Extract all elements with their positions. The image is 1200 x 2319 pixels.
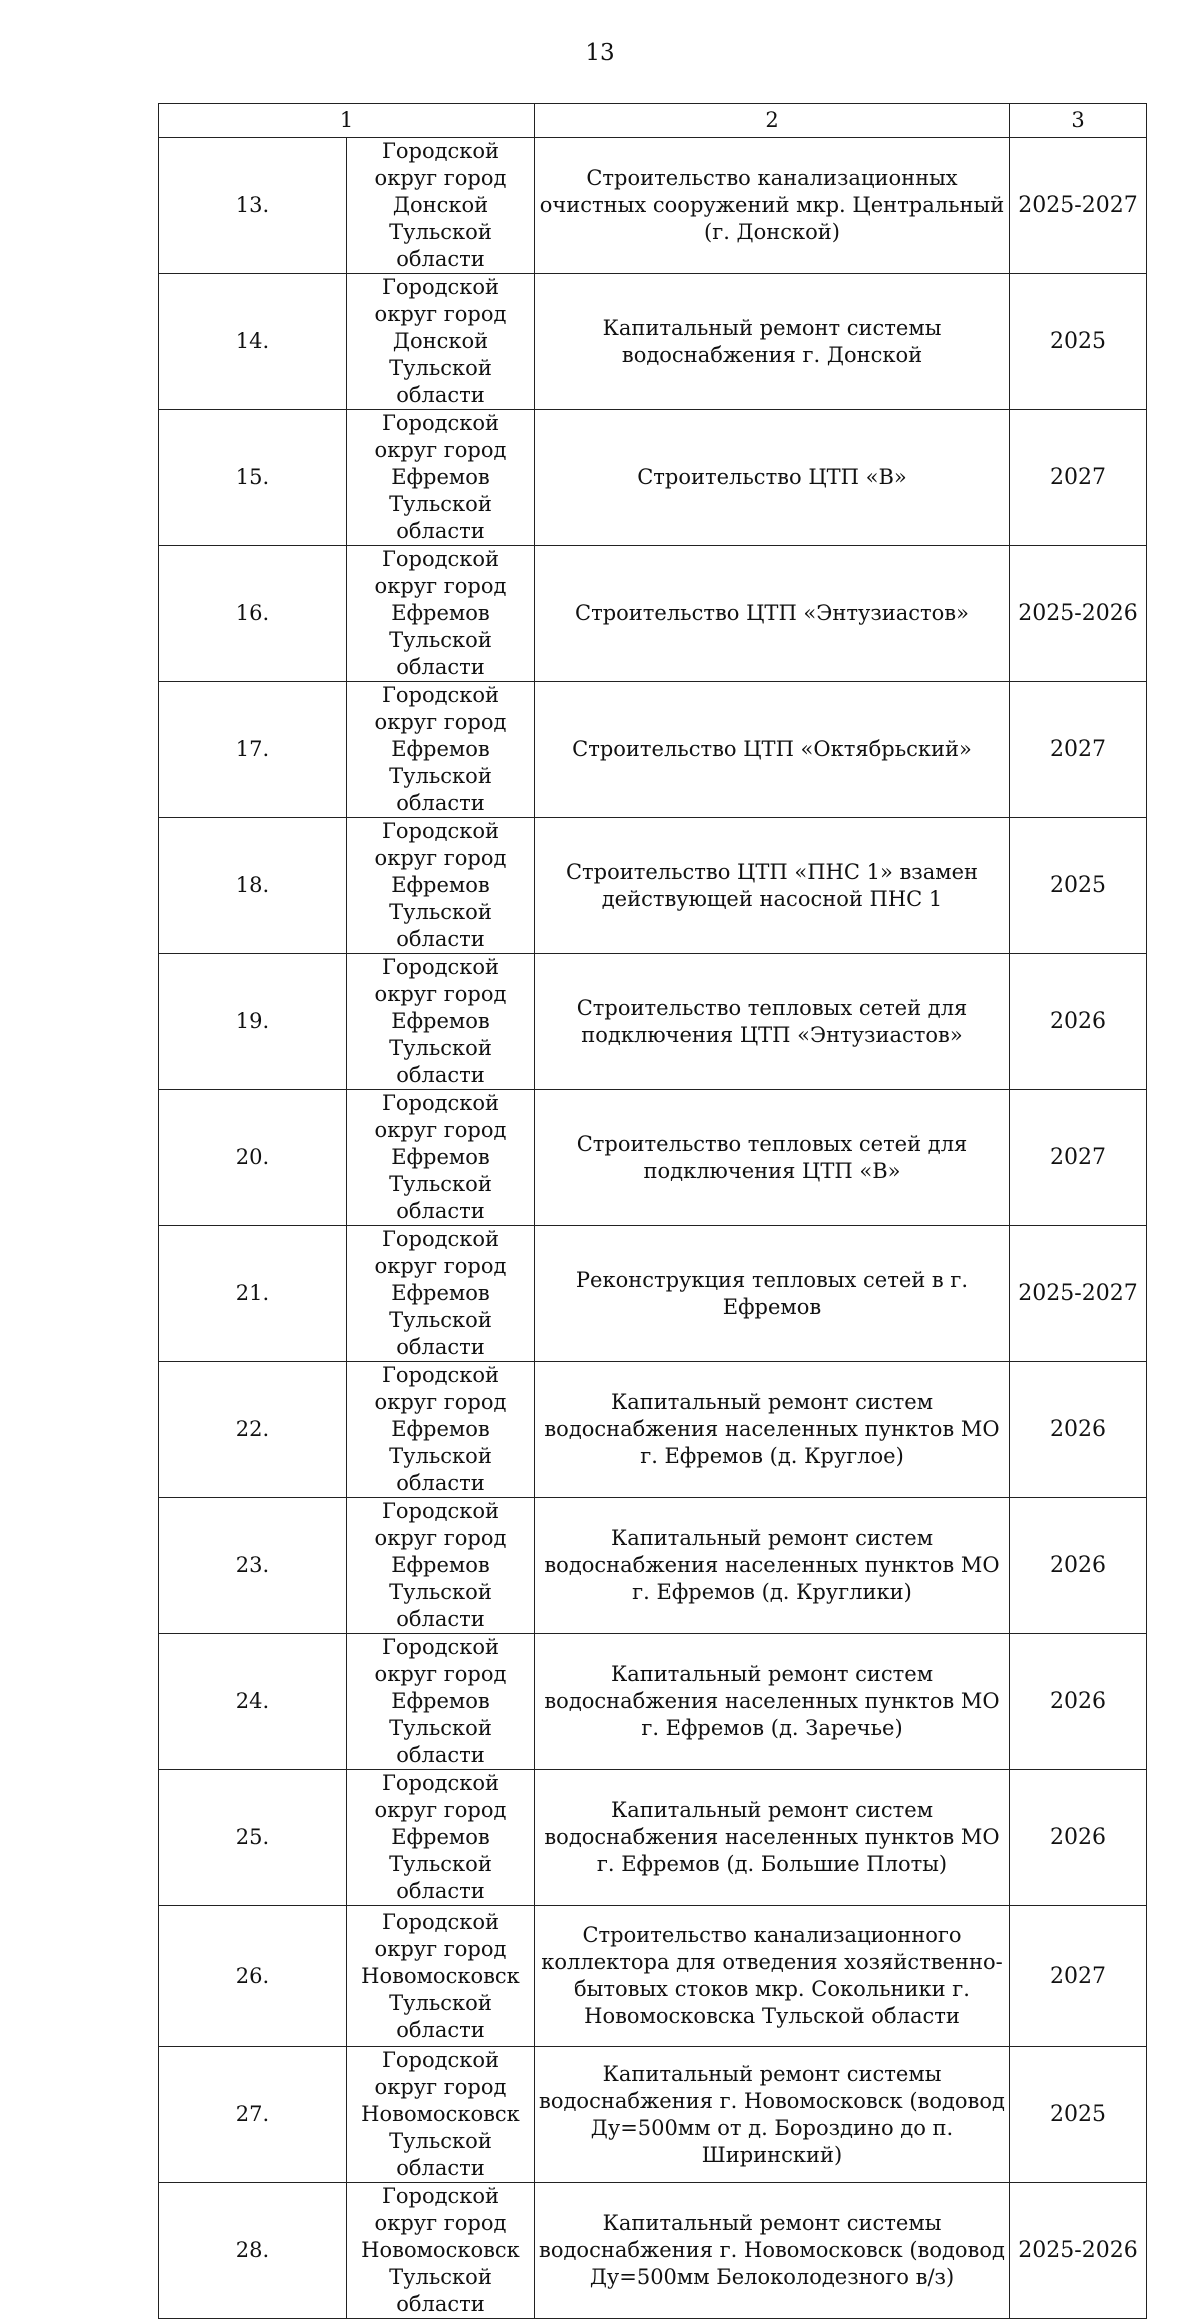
work-cell: Строительство канализационного коллектора для отведения хозяйственно-бытовых стоков мкр. Сокольники г. Новомосковска Тульской области bbox=[535, 1906, 1010, 2047]
years-cell: 2026 bbox=[1010, 954, 1147, 1090]
years-cell: 2025-2026 bbox=[1010, 546, 1147, 682]
row-number: 24. bbox=[159, 1634, 347, 1770]
work-cell: Строительство тепловых сетей для подключения ЦТП «Энтузиастов» bbox=[535, 954, 1010, 1090]
years-cell: 2026 bbox=[1010, 1498, 1147, 1634]
table-body bbox=[159, 138, 1147, 2319]
years-cell: 2025 bbox=[1010, 2047, 1147, 2183]
table-row bbox=[159, 1226, 1147, 1362]
years-cell: 2025-2026 bbox=[1010, 2183, 1147, 2319]
work-cell: Капитальный ремонт системы водоснабжения г. Новомосковск (водовод Ду=500мм от д. Бороздино до п. Ширинский) bbox=[535, 2047, 1010, 2183]
row-number: 15. bbox=[159, 410, 347, 546]
municipality-cell: Городской округ город Ефремов Тульской области bbox=[347, 1362, 535, 1498]
row-number: 21. bbox=[159, 1226, 347, 1362]
table-row bbox=[159, 954, 1147, 1090]
work-cell: Строительство ЦТП «В» bbox=[535, 410, 1010, 546]
table-row bbox=[159, 2047, 1147, 2183]
municipality-cell: Городской округ город Новомосковск Тульской области bbox=[347, 2047, 535, 2183]
table-header bbox=[159, 104, 1147, 138]
municipality-cell: Городской округ город Новомосковск Тульской области bbox=[347, 1906, 535, 2047]
table-row bbox=[159, 1770, 1147, 1906]
municipality-cell: Городской округ город Новомосковск Тульской области bbox=[347, 2183, 535, 2319]
row-number: 14. bbox=[159, 274, 347, 410]
years-cell: 2026 bbox=[1010, 1770, 1147, 1906]
work-cell: Строительство ЦТП «Октябрьский» bbox=[535, 682, 1010, 818]
table-row bbox=[159, 1634, 1147, 1770]
work-cell: Капитальный ремонт системы водоснабжения г. Донской bbox=[535, 274, 1010, 410]
work-cell: Капитальный ремонт системы водоснабжения г. Новомосковск (водовод Ду=500мм Белоколодезного в/з) bbox=[535, 2183, 1010, 2319]
municipality-cell: Городской округ город Ефремов Тульской области bbox=[347, 1090, 535, 1226]
years-cell: 2027 bbox=[1010, 410, 1147, 546]
years-cell: 2027 bbox=[1010, 682, 1147, 818]
work-cell: Капитальный ремонт систем водоснабжения населенных пунктов МО г. Ефремов (д. Большие Плоты) bbox=[535, 1770, 1010, 1906]
table-row bbox=[159, 274, 1147, 410]
work-cell: Капитальный ремонт систем водоснабжения населенных пунктов МО г. Ефремов (д. Круглое) bbox=[535, 1362, 1010, 1498]
table-row bbox=[159, 1362, 1147, 1498]
work-cell: Реконструкция тепловых сетей в г. Ефремов bbox=[535, 1226, 1010, 1362]
header-col-3: 3 bbox=[1010, 104, 1147, 138]
row-number: 22. bbox=[159, 1362, 347, 1498]
work-cell: Строительство ЦТП «Энтузиастов» bbox=[535, 546, 1010, 682]
years-cell: 2025-2027 bbox=[1010, 1226, 1147, 1362]
municipality-cell: Городской округ город Ефремов Тульской области bbox=[347, 818, 535, 954]
municipality-cell: Городской округ город Ефремов Тульской области bbox=[347, 1498, 535, 1634]
years-cell: 2025-2027 bbox=[1010, 138, 1147, 274]
row-number: 18. bbox=[159, 818, 347, 954]
header-row bbox=[159, 104, 1147, 138]
work-cell: Капитальный ремонт систем водоснабжения населенных пунктов МО г. Ефремов (д. Круглики) bbox=[535, 1498, 1010, 1634]
row-number: 26. bbox=[159, 1906, 347, 2047]
years-cell: 2026 bbox=[1010, 1362, 1147, 1498]
table-row bbox=[159, 1090, 1147, 1226]
header-col-1: 1 bbox=[159, 104, 535, 138]
table-row bbox=[159, 1906, 1147, 2047]
municipality-cell: Городской округ город Донской Тульской области bbox=[347, 138, 535, 274]
table-row bbox=[159, 2183, 1147, 2319]
municipality-cell: Городской округ город Ефремов Тульской области bbox=[347, 1770, 535, 1906]
municipality-cell: Городской округ город Ефремов Тульской области bbox=[347, 1634, 535, 1770]
years-cell: 2025 bbox=[1010, 274, 1147, 410]
municipality-cell: Городской округ город Ефремов Тульской области bbox=[347, 1226, 535, 1362]
municipality-cell: Городской округ город Ефремов Тульской области bbox=[347, 410, 535, 546]
row-number: 20. bbox=[159, 1090, 347, 1226]
work-cell: Строительство ЦТП «ПНС 1» взамен действующей насосной ПНС 1 bbox=[535, 818, 1010, 954]
municipality-cell: Городской округ город Ефремов Тульской области bbox=[347, 546, 535, 682]
row-number: 16. bbox=[159, 546, 347, 682]
table-row bbox=[159, 410, 1147, 546]
table-row bbox=[159, 818, 1147, 954]
row-number: 27. bbox=[159, 2047, 347, 2183]
years-cell: 2025 bbox=[1010, 818, 1147, 954]
work-cell: Капитальный ремонт систем водоснабжения населенных пунктов МО г. Ефремов (д. Заречье) bbox=[535, 1634, 1010, 1770]
municipality-cell: Городской округ город Ефремов Тульской области bbox=[347, 954, 535, 1090]
table-row bbox=[159, 682, 1147, 818]
work-cell: Строительство канализационных очистных сооружений мкр. Центральный (г. Донской) bbox=[535, 138, 1010, 274]
years-cell: 2027 bbox=[1010, 1090, 1147, 1226]
table-row bbox=[159, 138, 1147, 274]
years-cell: 2027 bbox=[1010, 1906, 1147, 2047]
row-number: 13. bbox=[159, 138, 347, 274]
row-number: 25. bbox=[159, 1770, 347, 1906]
table-row bbox=[159, 546, 1147, 682]
row-number: 17. bbox=[159, 682, 347, 818]
row-number: 19. bbox=[159, 954, 347, 1090]
page-number: 13 bbox=[585, 40, 615, 66]
works-table bbox=[158, 103, 1147, 2319]
header-col-2: 2 bbox=[535, 104, 1010, 138]
municipality-cell: Городской округ город Донской Тульской области bbox=[347, 274, 535, 410]
row-number: 28. bbox=[159, 2183, 347, 2319]
work-cell: Строительство тепловых сетей для подключения ЦТП «В» bbox=[535, 1090, 1010, 1226]
row-number: 23. bbox=[159, 1498, 347, 1634]
table-row bbox=[159, 1498, 1147, 1634]
years-cell: 2026 bbox=[1010, 1634, 1147, 1770]
municipality-cell: Городской округ город Ефремов Тульской области bbox=[347, 682, 535, 818]
